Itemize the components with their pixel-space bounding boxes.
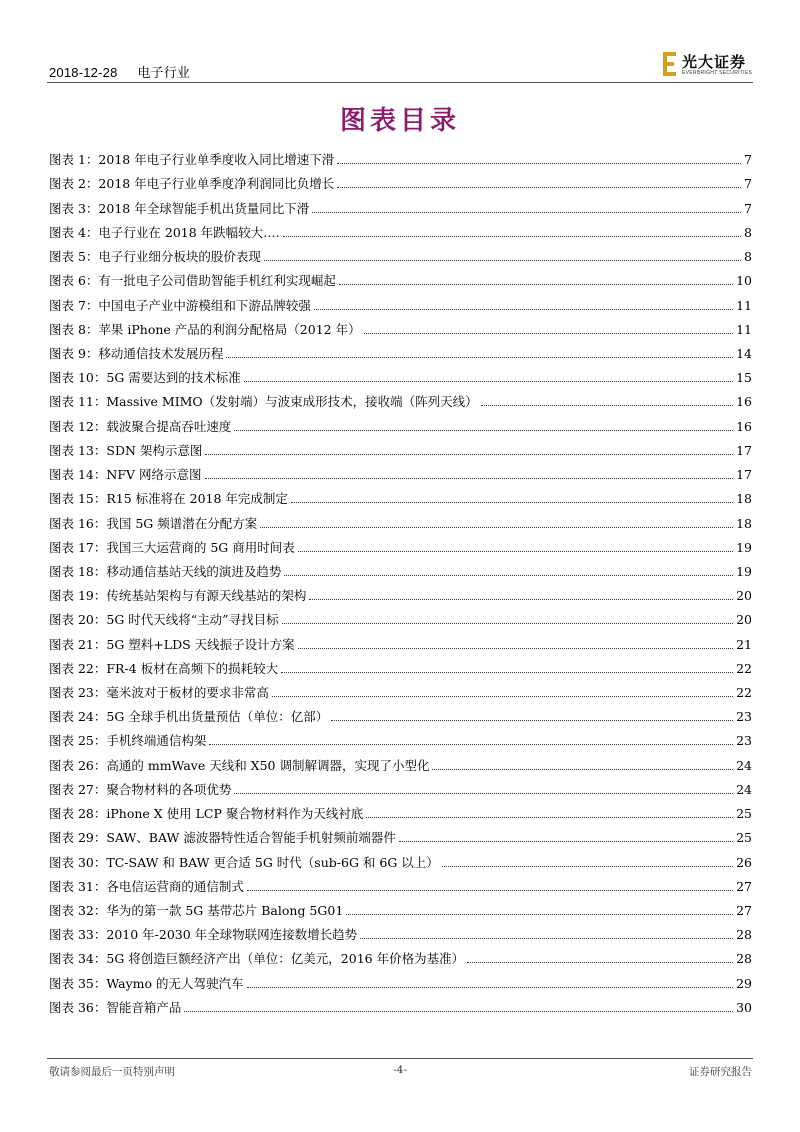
toc-entry[interactable] [49, 871, 752, 895]
toc-entry-label: 图表 28：iPhone X 使用 LCP 聚合物材料作为天线衬底 [49, 806, 364, 822]
toc-entry-page: 16 [736, 418, 752, 434]
everbright-securities-logo [662, 49, 754, 79]
toc-entry-label: 图表 23：毫米波对于板材的要求非常高 [49, 685, 269, 701]
toc-entry[interactable] [49, 967, 752, 991]
toc-dot-leader [244, 380, 733, 382]
toc-dot-leader [291, 501, 733, 503]
toc-entry-page: 15 [736, 370, 752, 386]
toc-entry[interactable] [49, 241, 752, 265]
toc-dot-leader [309, 598, 733, 600]
toc-entry-page: 11 [736, 297, 752, 313]
toc-entry-label: 图表 15：R15 标准将在 2018 年完成制定 [49, 491, 288, 507]
toc-entry[interactable] [49, 338, 752, 362]
toc-entry[interactable] [49, 701, 752, 725]
toc-dot-leader [399, 840, 733, 842]
toc-entry-label: 图表 7：中国电子产业中游模组和下游品牌较强 [49, 297, 311, 313]
toc-entry-label: 图表 35：Waymo 的无人驾驶汽车 [49, 975, 244, 991]
toc-dot-leader [331, 719, 733, 721]
toc-entry[interactable] [49, 192, 752, 216]
toc-dot-leader [360, 937, 733, 939]
toc-dot-leader [337, 186, 741, 188]
toc-dot-leader [247, 889, 733, 891]
toc-entry-label: 图表 36：智能音箱产品 [49, 999, 182, 1015]
toc-entry-label: 图表 10：5G 需要达到的技术标准 [49, 370, 241, 386]
toc-entry-label: 图表 32：华为的第一款 5G 基带芯片 Balong 5G01 [49, 903, 344, 918]
toc-entry-page: 24 [736, 757, 752, 773]
toc-entry[interactable] [49, 483, 752, 507]
toc-entry-page: 24 [736, 781, 752, 797]
toc-entry-page: 18 [736, 515, 752, 531]
toc-dot-leader [234, 792, 733, 794]
toc-dot-leader [226, 356, 733, 358]
toc-entry[interactable] [49, 943, 752, 967]
toc-entry-page: 23 [736, 709, 752, 725]
toc-entry-label: 图表 8：苹果 iPhone 产品的利润分配格局（2012 年） [49, 321, 361, 337]
toc-entry-page: 10 [736, 273, 752, 289]
toc-entry[interactable] [49, 314, 752, 338]
toc-dot-leader [281, 671, 733, 673]
footer-divider [47, 1058, 753, 1059]
toc-entry-label: 图表 9：移动通信技术发展历程 [49, 345, 224, 361]
toc-entry[interactable] [49, 677, 752, 701]
toc-entry-label: 图表 20：5G 时代天线将“主动”寻找目标 [49, 612, 279, 628]
toc-entry-page: 8 [744, 249, 752, 265]
toc-entry[interactable] [49, 410, 752, 434]
toc-entry[interactable] [49, 532, 752, 556]
toc-entry-label: 图表 19：传统基站架构与有源天线基站的架构 [49, 588, 307, 604]
toc-entry[interactable] [49, 386, 752, 410]
toc-entry-page: 7 [744, 176, 752, 192]
toc-entry-page: 17 [736, 442, 752, 458]
toc-dot-leader [260, 526, 733, 528]
toc-entry[interactable] [49, 556, 752, 580]
toc-dot-leader [205, 453, 733, 455]
toc-entry-label: 图表 26：高通的 mmWave 天线和 X50 调制解调器，实现了小型化 [49, 757, 430, 773]
toc-entry[interactable] [49, 507, 752, 531]
toc-entry-label: 图表 21：5G 塑料+LDS 天线振子设计方案 [49, 636, 295, 652]
toc-entry-label: 图表 6：有一批电子公司借助智能手机红利实现崛起 [49, 273, 336, 289]
toc-dot-leader [312, 211, 741, 213]
toc-entry-page: 30 [736, 999, 752, 1015]
report-date: 2018-12-28 [49, 65, 118, 80]
toc-entry-label: 图表 29：SAW、BAW 滤波器特性适合智能手机射频前端器件 [49, 830, 396, 846]
toc-entry[interactable] [49, 919, 752, 943]
report-header [49, 62, 206, 81]
toc-entry-page: 19 [736, 539, 752, 555]
toc-entry-label: 图表 31：各电信运营商的通信制式 [49, 878, 244, 894]
figure-table-of-contents [49, 144, 752, 1016]
toc-entry-label: 图表 34：5G 将创造巨额经济产出（单位：亿美元，2016 年价格为基准） [49, 951, 465, 967]
logo-english-name: EVERBRIGHT SECURITIES [682, 70, 753, 76]
toc-entry-page: 18 [736, 491, 752, 507]
toc-dot-leader [282, 622, 734, 624]
toc-entry[interactable] [49, 798, 752, 822]
toc-entry[interactable] [49, 362, 752, 386]
footer-disclaimer: 敬请参阅最后一页特别声明 [49, 1066, 175, 1078]
toc-entry-page: 25 [736, 830, 752, 846]
toc-dot-leader [209, 743, 733, 745]
toc-entry[interactable] [49, 265, 752, 289]
toc-entry-label: 图表 16：我国 5G 频谱潜在分配方案 [49, 515, 258, 531]
toc-entry-label: 图表 17：我国三大运营商的 5G 商用时间表 [49, 539, 295, 555]
toc-entry-page: 7 [744, 200, 752, 216]
toc-entry[interactable] [49, 725, 752, 749]
toc-entry[interactable] [49, 435, 752, 459]
toc-entry-label: 图表 1：2018 年电子行业单季度收入同比增速下滑 [49, 152, 335, 168]
toc-entry[interactable] [49, 895, 752, 919]
toc-entry-page: 17 [736, 467, 752, 483]
toc-dot-leader [481, 404, 733, 406]
logo-chinese-name: 光大证券 [682, 53, 747, 71]
toc-entry[interactable] [49, 604, 752, 628]
toc-entry-page: 16 [736, 394, 752, 410]
toc-entry-label: 图表 33：2010 年-2030 年全球物联网连接数增长趋势 [49, 927, 358, 943]
toc-entry[interactable] [49, 992, 752, 1016]
toc-entry[interactable] [49, 846, 752, 870]
toc-entry-label: 图表 2：2018 年电子行业单季度净利润同比负增长 [49, 176, 335, 192]
toc-entry-page: 23 [736, 733, 752, 749]
toc-entry-label: 图表 25：手机终端通信构架 [49, 733, 207, 749]
toc-entry-page: 19 [736, 563, 752, 579]
toc-dot-leader [247, 986, 734, 988]
toc-dot-leader [346, 913, 733, 915]
toc-entry-page: 14 [736, 345, 752, 361]
footer-report-type: 证券研究报告 [689, 1066, 752, 1078]
toc-entry-label: 图表 3：2018 年全球智能手机出货量同比下滑 [49, 200, 310, 216]
toc-entry-page: 11 [736, 321, 752, 337]
toc-dot-leader [284, 574, 733, 576]
toc-entry[interactable] [49, 580, 752, 604]
toc-entry[interactable] [49, 144, 752, 168]
toc-entry-label: 图表 14：NFV 网络示意图 [49, 467, 202, 483]
toc-entry[interactable] [49, 459, 752, 483]
toc-dot-leader [314, 308, 733, 310]
toc-entry[interactable] [49, 774, 752, 798]
toc-entry-page: 28 [736, 951, 752, 967]
toc-entry-page: 8 [744, 224, 752, 240]
toc-entry[interactable] [49, 653, 752, 677]
toc-entry[interactable] [49, 217, 752, 241]
toc-dot-leader [432, 768, 733, 770]
toc-dot-leader [442, 865, 733, 867]
toc-entry-label: 图表 13：SDN 架构示意图 [49, 442, 203, 458]
toc-dot-leader [184, 1010, 733, 1012]
toc-entry[interactable] [49, 628, 752, 652]
toc-entry-page: 20 [736, 612, 752, 628]
toc-entry-label: 图表 18：移动通信基站天线的演进及趋势 [49, 563, 282, 579]
toc-dot-leader [205, 477, 734, 479]
toc-entry-label: 图表 4：电子行业在 2018 年跌幅较大…. [49, 224, 280, 240]
toc-dot-leader [339, 283, 733, 285]
toc-entry-label: 图表 22：FR-4 板材在高频下的损耗较大 [49, 660, 279, 676]
report-industry: 电子行业 [137, 65, 191, 80]
toc-dot-leader [298, 647, 733, 649]
page-number: -4- [393, 1064, 407, 1076]
toc-entry-page: 7 [744, 152, 752, 168]
header-divider [47, 82, 753, 83]
toc-entry-page: 21 [736, 636, 752, 652]
toc-entry-label: 图表 30：TC-SAW 和 BAW 更合适 5G 时代（sub-6G 和 6G 以上） [49, 854, 439, 870]
toc-dot-leader [272, 695, 733, 697]
toc-entry-label: 图表 5：电子行业细分板块的股价表现 [49, 249, 261, 265]
toc-dot-leader [467, 961, 733, 963]
toc-entry[interactable] [49, 749, 752, 773]
toc-dot-leader [366, 816, 733, 818]
toc-entry-page: 22 [736, 660, 752, 676]
toc-dot-leader [337, 162, 741, 164]
page-title: 图表目录 [339, 106, 460, 136]
toc-dot-leader [364, 332, 734, 334]
toc-entry-label: 图表 12：载波聚合提高吞吐速度 [49, 418, 232, 434]
toc-dot-leader [264, 259, 741, 261]
toc-entry-label: 图表 24：5G 全球手机出货量预估（单位：亿部） [49, 709, 329, 725]
toc-entry[interactable] [49, 822, 752, 846]
toc-dot-leader [234, 429, 733, 431]
toc-entry[interactable] [49, 289, 752, 313]
toc-entry-label: 图表 27：聚合物材料的各项优势 [49, 781, 232, 797]
toc-entry-page: 26 [736, 854, 752, 870]
toc-entry-page: 20 [736, 588, 752, 604]
toc-dot-leader [298, 550, 733, 552]
everbright-logo-icon [662, 51, 678, 77]
toc-entry-page: 27 [736, 903, 752, 918]
toc-entry-page: 27 [736, 878, 752, 894]
toc-entry[interactable] [49, 168, 752, 192]
toc-entry-page: 25 [736, 806, 752, 822]
toc-entry-page: 28 [736, 927, 752, 943]
toc-entry-page: 29 [736, 975, 752, 991]
toc-entry-page: 22 [736, 685, 752, 701]
toc-entry-label: 图表 11：Massive MIMO（发射端）与波束成形技术，接收端（阵列天线） [49, 394, 478, 410]
toc-dot-leader [283, 235, 741, 237]
